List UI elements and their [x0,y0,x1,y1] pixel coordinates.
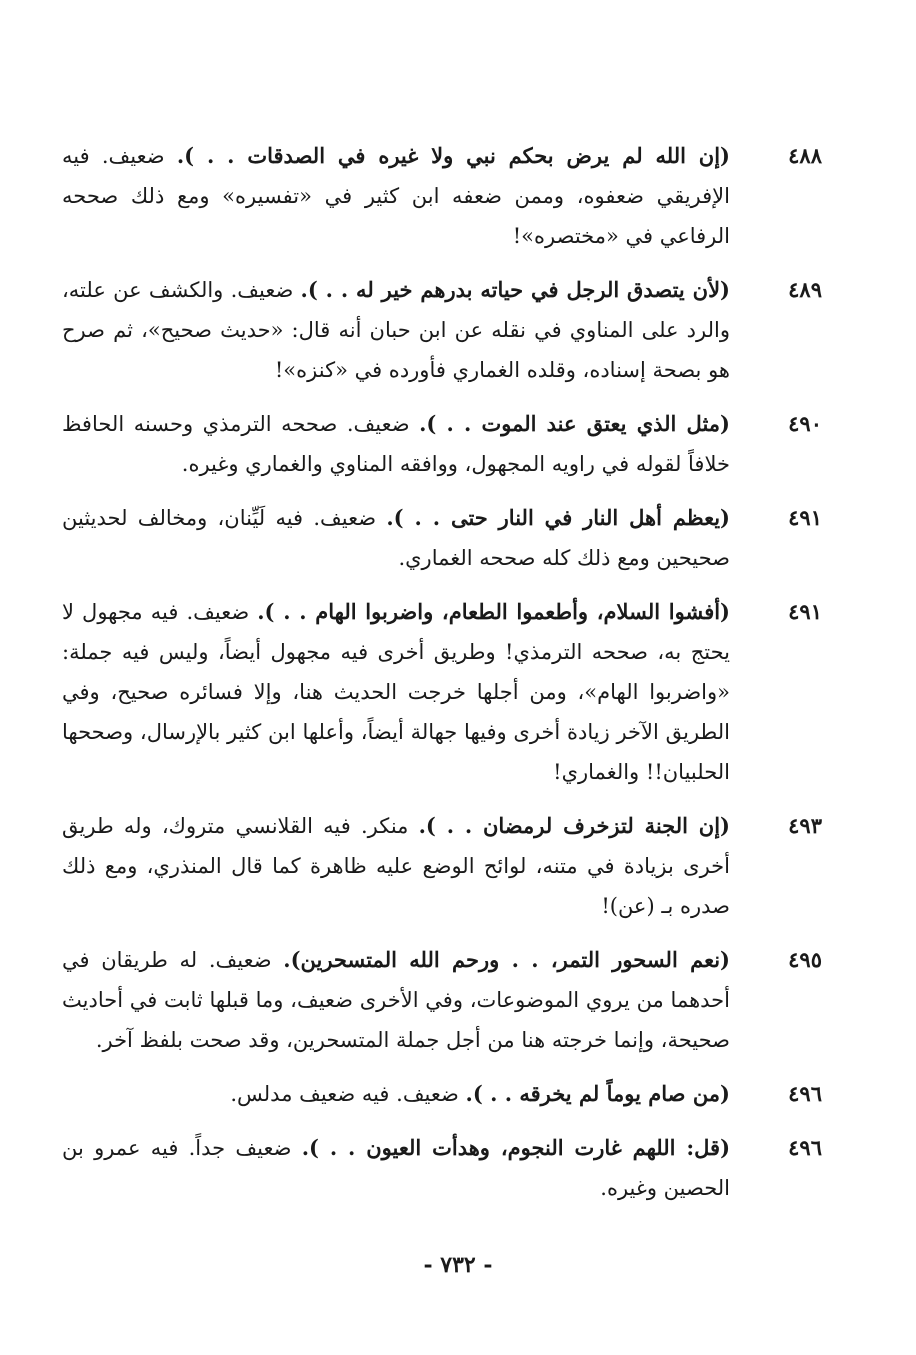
entry-commentary: ضعيف. فيه مجهول لا يحتج به، صححه الترمذي! وطريق أخرى فيه مجهول أيضاً، وليس فيه جملة: «واضربوا الهام»، ومن أجلها خرجت الحديث هنا، وإلا فسائره صحيح، وفي الطريق الآخر زيادة أخرى وفيها جهالة أيضاً، وأعلها ابن كثير بالإرسال، وصححها الحلبيان!! والغماري! [62,600,730,784]
entry-commentary: ضعيف. له طريقان في أحدهما من يروي الموضوعات، وفي الأخرى ضعيف، وما قبلها ثابت في أحاديث صحيحة، وإنما خرجته هنا من أجل جملة المتسحرين، وقد صحت بلفظ آخر. [62,948,730,1052]
hadith-entry-491a [62,498,822,578]
hadith-entry-489 [62,270,822,390]
entry-commentary: منكر. فيه القلانسي متروك، وله طريق أخرى بزيادة في متنه، لوائح الوضع عليه ظاهرة كما قال المنذري، ومع ذلك صدره بـ (عن)! [62,814,730,918]
entry-commentary: ضعيف. فيه ضعيف مدلس. [230,1082,466,1106]
entry-commentary: ضعيف. والكشف عن علته، والرد على المناوي في نقله عن ابن حبان أنه قال: «حديث صحيح»، ثم صرح هو بصحة إسناده، وقلده الغماري فأورده في «كنزه»! [62,278,730,382]
entry-number: ٤٩٠ [788,411,822,436]
entry-body [62,940,730,1060]
hadith-text: (مثل الذي يعتق عند الموت . . ). [419,411,730,436]
hadith-entry-488 [62,136,822,256]
hadith-entry-491b [62,592,822,792]
hadith-text: (يعظم أهل النار في النار حتى . . ). [386,505,730,530]
hadith-entry-496b [62,1128,822,1208]
entry-body [62,1074,730,1114]
hadith-text: (أفشوا السلام، وأطعموا الطعام، واضربوا الهام . . ). [257,599,730,624]
entry-number: ٤٩١ [788,599,822,624]
entry-commentary: ضعيف. صححه الترمذي وحسنه الحافظ خلافاً لقوله في راويه المجهول، ووافقه المناوي والغماري وغيره. [62,412,730,476]
entry-number: ٤٨٩ [788,277,822,302]
hadith-text: (من صام يوماً لم يخرقه . . ). [465,1081,730,1106]
entry-commentary: ضعيف. فيه لَيِّنان، ومخالف لحديثين صحيحين ومع ذلك كله صححه الغماري. [62,506,730,570]
page-number: - ٧٣٢ - [423,1252,493,1278]
hadith-text: (نعم السحور التمر، . . ورحم الله المتسحرين). [283,947,730,972]
hadith-text: (لأن يتصدق الرجل في حياته بدرهم خير له . . ). [300,277,730,302]
hadith-entry-495 [62,940,822,1060]
entry-body [62,498,730,578]
entry-number: ٤٩٣ [788,813,822,838]
entry-number: ٤٩٦ [788,1135,822,1160]
entry-body [62,1128,730,1208]
hadith-text: (قل: اللهم غارت النجوم، وهدأت العيون . . ). [301,1135,730,1160]
hadith-text: (إن الجنة لتزخرف لرمضان . . ). [418,813,730,838]
entry-number: ٤٩١ [788,505,822,530]
hadith-text: (إن الله لم يرض بحكم نبي ولا غيره في الصدقات . . ). [176,143,730,168]
entry-commentary: ضعيف جداً. فيه عمرو بن الحصين وغيره. [62,1136,730,1200]
hadith-entry-490 [62,404,822,484]
hadith-entry-493 [62,806,822,926]
entry-number: ٤٩٥ [788,947,822,972]
hadith-entry-496a [62,1074,822,1114]
entry-body [62,592,730,792]
hadith-entries [62,136,822,1222]
entry-body [62,270,730,390]
entry-number: ٤٨٨ [788,143,822,168]
entry-body [62,136,730,256]
entry-body [62,404,730,484]
entry-number: ٤٩٦ [788,1081,822,1106]
entry-body [62,806,730,926]
entry-commentary: ضعيف. فيه الإفريقي ضعفوه، وممن ضعفه ابن كثير في «تفسيره» ومع ذلك صححه الرفاعي في «مختصره»! [62,144,730,248]
